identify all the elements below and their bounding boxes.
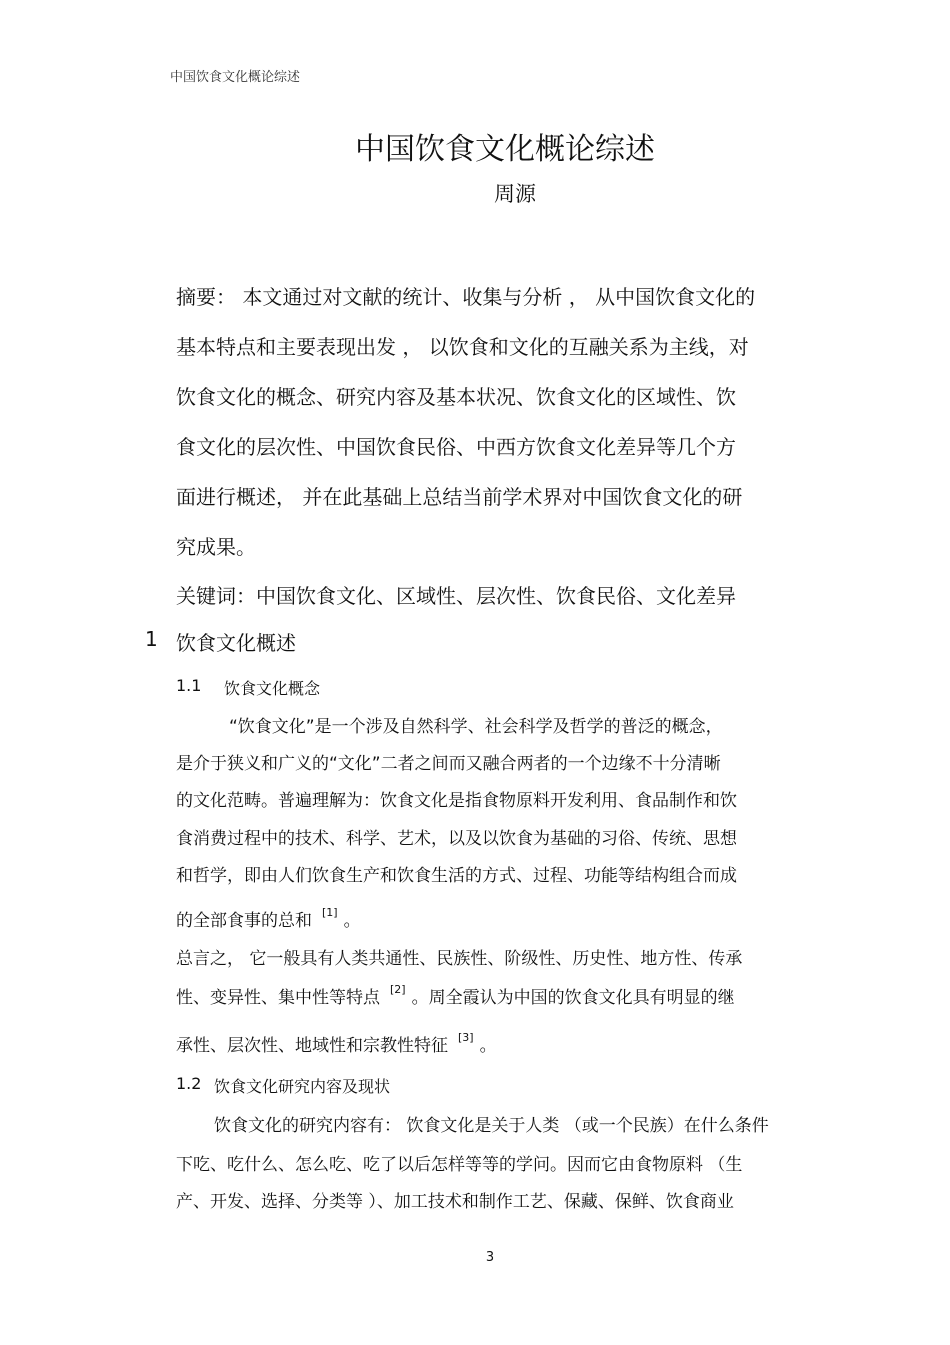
paragraph-text: 性、变异性、集中性等特点	[176, 988, 380, 1008]
author-name: 周源	[494, 182, 536, 206]
subsection-number: 1.2	[176, 1074, 202, 1093]
paragraph-text: 。	[479, 1036, 497, 1056]
abstract-line: 食文化的层次性、中国饮食民俗、中西方饮食文化差异等几个方	[176, 435, 736, 459]
paragraph-line	[176, 906, 361, 931]
paragraph-line: 总言之， 它一般具有人类共通性、民族性、阶级性、历史性、地方性、传承	[176, 949, 743, 969]
section-heading: 饮食文化概述	[176, 631, 296, 655]
subsection-number: 1.1	[176, 676, 202, 695]
keywords-line: 关键词：中国饮食文化、区域性、层次性、饮食民俗、文化差异	[176, 584, 736, 608]
citation-marker: [2]	[390, 983, 406, 996]
paragraph-line	[176, 983, 735, 1008]
paragraph-line: 产、开发、选择、分类等 ）、加工技术和制作工艺、保藏、保鲜、饮食商业	[176, 1192, 734, 1212]
paragraph-line: 食消费过程中的技术、科学、艺术，以及以饮食为基础的习俗、传统、思想	[176, 829, 737, 849]
abstract-line: 究成果。	[176, 535, 256, 559]
subsection-heading: 饮食文化研究内容及现状	[214, 1077, 391, 1096]
running-header: 中国饮食文化概论综述	[170, 70, 301, 85]
paragraph-line	[176, 1031, 497, 1056]
citation-marker: [3]	[458, 1031, 474, 1044]
paragraph-text: 的全部食事的总和	[176, 911, 312, 931]
abstract-line: 面进行概述， 并在此基础上总结当前学术界对中国饮食文化的研	[176, 485, 743, 509]
section-number: 1	[145, 627, 158, 651]
paragraph-line: 的文化范畴。普遍理解为：饮食文化是指食物原料开发利用、食品制作和饮	[176, 791, 737, 811]
abstract-line: 饮食文化的概念、研究内容及基本状况、饮食文化的区域性、饮	[176, 385, 736, 409]
paragraph-text: 。	[343, 911, 361, 931]
document-title: 中国饮食文化概论综述	[355, 132, 655, 167]
paragraph-line: 是介于狭义和广义的“文化”二者之间而又融合两者的一个边缘不十分清晰	[176, 754, 721, 774]
subsection-heading: 饮食文化概念	[224, 679, 321, 698]
abstract-line: 基本特点和主要表现出发 ， 以饮食和文化的互融关系为主线，对	[176, 335, 749, 359]
page-number: 3	[485, 1250, 495, 1265]
citation-marker: [1]	[322, 906, 338, 919]
paragraph-line: 饮食文化的研究内容有： 饮食文化是关于人类 （或一个民族）在什么条件	[214, 1116, 769, 1136]
abstract-line: 摘要： 本文通过对文献的统计、收集与分析 ， 从中国饮食文化的	[176, 285, 756, 309]
paragraph-line: 下吃、吃什么、怎么吃、吃了以后怎样等等的学问。因而它由食物原料 （生	[176, 1155, 743, 1175]
paragraph-line: 和哲学，即由人们饮食生产和饮食生活的方式、过程、功能等结构组合而成	[176, 866, 737, 886]
paragraph-text: 承性、层次性、地域性和宗教性特征	[176, 1036, 448, 1056]
paragraph-line: “饮食文化”是一个涉及自然科学、社会科学及哲学的普泛的概念，	[229, 717, 723, 737]
paragraph-text: 。周全霞认为中国的饮食文化具有明显的继	[411, 988, 735, 1008]
